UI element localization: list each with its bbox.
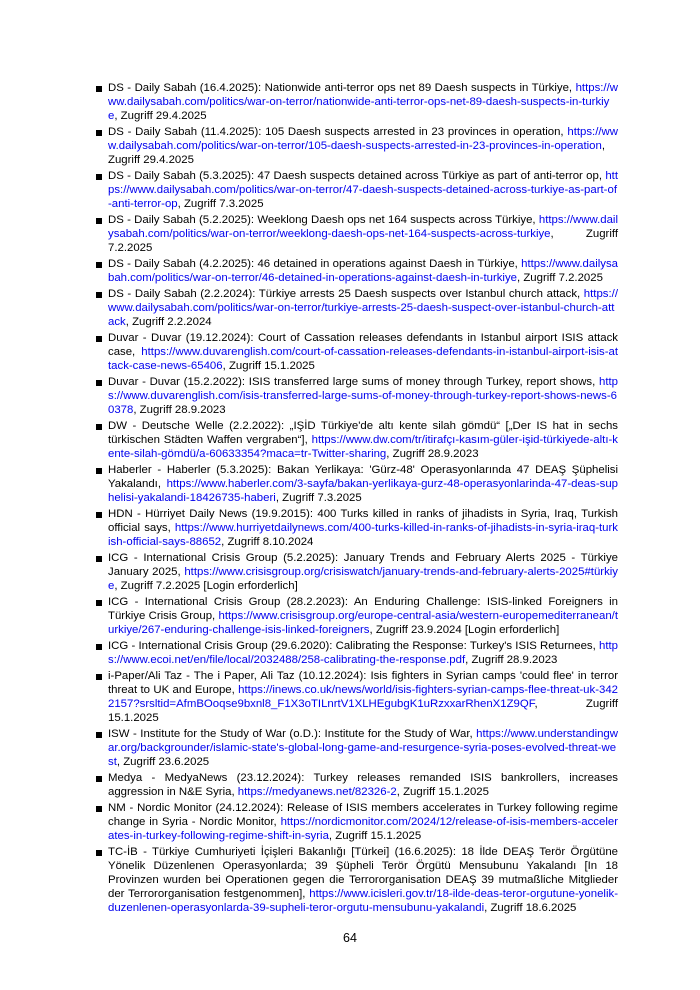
reference-text: DS - Daily Sabah (11.4.2025): 105 Daesh suspects arrested in 23 provinces in operation, <box>108 126 568 139</box>
reference-text: DS - Daily Sabah (16.4.2025): Nationwide anti-terror ops net 89 Daesh suspects in Türkiye, <box>108 82 576 94</box>
reference-text: ICG - International Crisis Group (5.2.2025): January Trends and February Alerts 2025 - Türkiye January 2025, <box>108 552 618 579</box>
bullet-square-icon <box>96 468 102 474</box>
reference-text: HDN - Hürriyet Daily News (19.9.2015): 400 Turks killed in ranks of jihadists in Syria, Iraq, Turkish official says, <box>108 508 618 535</box>
access-date: , Zugriff 15.1.2025 <box>222 360 315 372</box>
reference-link[interactable]: https://www.crisisgroup.org/europe-central-asia/western-europemediterranean/turkiye/267-enduring-challenge-isis-linked-foreigners <box>108 610 618 637</box>
reference-text: DS - Daily Sabah (2.2.2024): Türkiye arrests 25 Daesh suspects over Istanbul church attack, <box>108 288 584 301</box>
reference-item <box>96 376 618 418</box>
access-date: , Zugriff 7.3.2025 <box>275 492 362 505</box>
reference-item <box>96 728 618 770</box>
page-number: 64 <box>343 931 357 945</box>
reference-link[interactable]: https://www.hurriyetdailynews.com/400-turks-killed-in-ranks-of-jihadists-in-syria-iraq-turkish-official-says-88652 <box>108 522 618 549</box>
bullet-square-icon <box>96 512 102 518</box>
access-date: , Zugriff 7.2.2025 [Login erforderlich] <box>114 580 298 593</box>
reference-text: Duvar - Duvar (15.2.2022): ISIS transferred large sums of money through Turkey, report shows, <box>108 376 599 389</box>
access-date: , Zugriff 29.4.2025 <box>114 109 207 122</box>
bullet-square-icon <box>96 130 102 136</box>
reference-item <box>96 82 618 124</box>
reference-item <box>96 596 618 638</box>
reference-link[interactable]: https://www.dailysabah.com/politics/war-on-terror/46-detained-in-operations-against-daesh-in-turkiye <box>108 258 618 284</box>
reference-item <box>96 288 618 330</box>
bullet-square-icon <box>96 644 102 650</box>
reference-link[interactable]: https://www.dailysabah.com/politics/war-on-terror/105-daesh-suspects-arrested-in-23-provinces-in-operation <box>108 126 618 152</box>
reference-item <box>96 170 618 212</box>
reference-text: DS - Daily Sabah (5.2.2025): Weeklong Daesh ops net 164 suspects across Türkiye, <box>108 214 539 227</box>
reference-link[interactable]: https://www.ecoi.net/en/file/local/2032488/258-calibrating-the-response.pdf <box>108 640 618 667</box>
reference-link[interactable]: https://www.dailysabah.com/politics/war-on-terror/nationwide-anti-terror-ops-net-89-daesh-suspects-in-turkiye <box>108 82 618 122</box>
access-date: , Zugriff 7.2.2025 <box>108 227 618 254</box>
access-date: , Zugriff 23.9.2024 [Login erforderlich] <box>369 624 560 637</box>
access-date: , Zugriff 7.3.2025 <box>177 197 264 210</box>
bullet-square-icon <box>96 732 102 738</box>
reference-text: Duvar - Duvar (19.12.2024): Court of Cassation releases defendants in Istanbul airport ISIS attack case, <box>108 332 618 359</box>
reference-link[interactable]: https://www.dw.com/tr/itirafçı-kasım-güler-işid-türkiyede-altı-kente-silah-gömdü/a-60633354?maca=tr-Twitter-sharing <box>108 434 618 461</box>
reference-item <box>96 126 618 168</box>
reference-item <box>96 802 618 844</box>
reference-item <box>96 332 618 374</box>
reference-text: ICG - International Crisis Group (28.2.2023): An Enduring Challenge: ISIS-linked Foreigners in Türkiye Crisis Group, <box>108 596 618 623</box>
reference-item <box>96 772 618 800</box>
bullet-square-icon <box>96 380 102 386</box>
reference-text: DS - Daily Sabah (5.3.2025): 47 Daesh suspects detained across Türkiye as part of anti-terror op, <box>108 170 606 183</box>
bullet-square-icon <box>96 600 102 606</box>
reference-item <box>96 640 618 668</box>
reference-text: Haberler - Haberler (5.3.2025): Bakan Yerlikaya: 'Gürz-48' Operasyonlarında 47 DEAŞ Şüphelisi Yakalandı, <box>108 464 618 491</box>
reference-item <box>96 508 618 550</box>
access-date: , Zugriff 28.9.2023 <box>133 404 226 417</box>
reference-link[interactable]: https://www.dailysabah.com/politics/war-on-terror/turkiye-arrests-25-daesh-suspect-over-istanbul-church-attack <box>108 288 618 328</box>
bullet-square-icon <box>96 336 102 342</box>
access-date: , Zugriff 28.9.2023 <box>386 448 479 461</box>
bullet-square-icon <box>96 424 102 430</box>
access-date: , Zugriff 7.2.2025 <box>517 271 603 284</box>
reference-link[interactable]: https://nordicmonitor.com/2024/12/release-of-isis-members-accelerates-in-turkey-following-regime-shift-in-syria <box>108 816 618 843</box>
reference-text: ICG - International Crisis Group (29.6.2020): Calibrating the Response: Turkey's ISIS Returnees, <box>108 640 599 653</box>
bullet-square-icon <box>96 776 102 782</box>
reference-item <box>96 552 618 594</box>
reference-item <box>96 214 618 256</box>
access-date: , Zugriff 29.4.2025 <box>108 139 605 166</box>
reference-link[interactable]: https://inews.co.uk/news/world/isis-fighters-syrian-camps-flee-threat-uk-3422157?srsltid=AfmBOoqse9bxnl8_F1X3oTILnrtV1XLHEgubgK1uRzxxarRhenX1Z9QF <box>108 684 618 711</box>
access-date: , Zugriff 18.6.2025 <box>484 902 577 915</box>
bullet-square-icon <box>96 806 102 812</box>
reference-text: i-Paper/Ali Taz - The i Paper, Ali Taz (10.12.2024): Isis fighters in Syrian camps 'could flee' in terror threat to UK and Europe, <box>108 670 618 697</box>
bullet-square-icon <box>96 262 102 268</box>
access-date: , Zugriff 15.1.2025 <box>328 830 422 843</box>
access-date: , Zugriff 8.10.2024 <box>221 536 314 549</box>
access-date: , Zugriff 15.1.2025 <box>108 698 618 725</box>
reference-text: DS - Daily Sabah (4.2.2025): 46 detained in operations against Daesh in Türkiye, <box>108 258 522 271</box>
access-date: , Zugriff 2.2.2024 <box>125 315 212 328</box>
reference-item <box>96 846 618 916</box>
reference-text: ISW - Institute for the Study of War (o.D.): Institute for the Study of War, <box>108 728 477 741</box>
reference-link[interactable]: https://www.dailysabah.com/politics/war-on-terror/47-daesh-suspects-detained-across-turkiye-as-part-of-anti-terror-op <box>108 170 618 210</box>
reference-text: Medya - MedyaNews (23.12.2024): Turkey releases remanded ISIS bankrollers, increases aggression in N&E Syria, <box>108 772 618 799</box>
reference-list <box>96 82 618 918</box>
bullet-square-icon <box>96 174 102 180</box>
access-date: , Zugriff 28.9.2023 <box>465 654 558 667</box>
reference-link[interactable]: https://medyanews.net/82326-2 <box>237 786 397 799</box>
reference-text: TC-İB - Türkiye Cumhuriyeti İçişleri Bakanlığı [Türkei] (16.6.2025): 18 İlde DEAŞ Terör Örgütüne Yönelik Düzenlenen Operasyonlarda; 39 Şüpheli Terör Örgütü Mensubunu Yakalandı [In 18 Provinzen wurden bei Operationen gegen die Terrororganisation DEAŞ 39 mutmaßliche Mitglieder der Terrororganisation festgenommen], <box>108 846 618 901</box>
reference-item <box>96 258 618 286</box>
bullet-square-icon <box>96 850 102 856</box>
reference-item <box>96 464 618 506</box>
reference-item <box>96 420 618 462</box>
reference-link[interactable]: https://www.duvarenglish.com/isis-transferred-large-sums-of-money-through-turkey-report-shows-news-60378 <box>108 376 618 417</box>
bullet-square-icon <box>96 292 102 298</box>
reference-item <box>96 670 618 726</box>
reference-link[interactable]: https://www.understandingwar.org/backgrounder/islamic-state's-global-long-game-and-resurgence-syria-poses-evolved-threat-west <box>108 728 618 769</box>
reference-link[interactable]: https://www.haberler.com/3-sayfa/bakan-yerlikaya-gurz-48-operasyonlarinda-47-deas-suphelisi-yakalandi-18426735-haberi <box>108 478 618 505</box>
access-date: , Zugriff 15.1.2025 <box>396 786 489 799</box>
reference-link[interactable]: https://www.duvarenglish.com/court-of-cassation-releases-defendants-in-istanbul-airport-isis-attack-case-news-65406 <box>108 346 618 372</box>
reference-text: DW - Deutsche Welle (2.2.2022): „IŞİD Türkiye'de altı kente silah gömdü“ [„Der IS hat in sechs türkischen Städten Waffen vergraben“], <box>108 420 618 447</box>
bullet-square-icon <box>96 556 102 562</box>
reference-link[interactable]: https://www.icisleri.gov.tr/18-ilde-deas-teror-orgutune-yonelik-duzenlenen-operasyonlarda-39-supheli-teror-orgutu-mensubunu-yakalandi <box>108 888 618 915</box>
bullet-square-icon <box>96 674 102 680</box>
reference-link[interactable]: https://www.crisisgroup.org/crisiswatch/january-trends-and-february-alerts-2025#türkiye <box>108 566 618 593</box>
bullet-square-icon <box>96 86 102 92</box>
reference-link[interactable]: https://www.dailysabah.com/politics/war-on-terror/weeklong-daesh-ops-net-164-suspects-across-turkiye <box>108 214 618 240</box>
bullet-square-icon <box>96 218 102 224</box>
access-date: , Zugriff 23.6.2025 <box>116 756 210 769</box>
reference-text: NM - Nordic Monitor (24.12.2024): Release of ISIS members accelerates in Turkey following regime change in Syria - Nordic Monitor, <box>108 802 618 829</box>
